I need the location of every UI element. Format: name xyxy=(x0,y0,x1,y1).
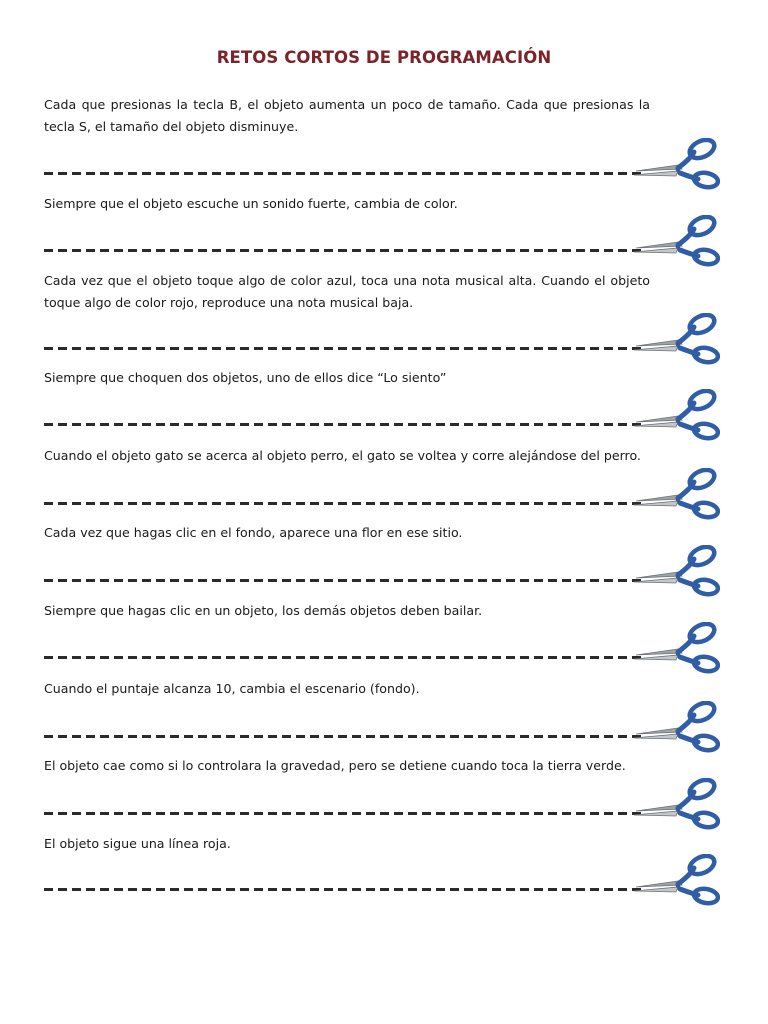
cut-line xyxy=(44,423,644,426)
challenge-text: El objeto sigue una línea roja. xyxy=(44,836,231,851)
challenge-text: El objeto cae como si lo controlara la gravedad, pero se detiene cuando toca la tierra verde. xyxy=(44,758,626,773)
scissors-icon xyxy=(632,468,720,522)
scissors-icon xyxy=(632,389,720,443)
cut-line xyxy=(44,656,644,659)
scissors-icon xyxy=(632,778,720,832)
cut-line xyxy=(44,579,644,582)
cut-line xyxy=(44,812,644,815)
cut-line xyxy=(44,502,644,505)
scissors-icon xyxy=(632,313,720,367)
challenge-text: Cada que presionas la tecla B, el objeto aumenta un poco de tamaño. Cada que presionas la tecla S, el tamaño del objeto disminuye. xyxy=(44,97,650,134)
scissors-icon xyxy=(632,545,720,599)
scissors-icon xyxy=(632,701,720,755)
challenge-text: Siempre que el objeto escuche un sonido fuerte, cambia de color. xyxy=(44,196,458,211)
cut-line xyxy=(44,172,644,175)
cut-line xyxy=(44,888,644,891)
page-title: RETOS CORTOS DE PROGRAMACIÓN xyxy=(216,48,552,67)
challenge-text: Siempre que choquen dos objetos, uno de ellos dice “Lo siento” xyxy=(44,370,447,385)
challenge-text: Cuando el objeto gato se acerca al objeto perro, el gato se voltea y corre alejándose del perro. xyxy=(44,448,641,463)
cut-line xyxy=(44,735,644,738)
cut-line xyxy=(44,249,644,252)
cut-line xyxy=(44,347,644,350)
scissors-icon xyxy=(632,215,720,269)
challenge-text: Cuando el puntaje alcanza 10, cambia el escenario (fondo). xyxy=(44,681,420,696)
challenge-text: Siempre que hagas clic en un objeto, los demás objetos deben bailar. xyxy=(44,603,483,618)
challenge-text: Cada vez que el objeto toque algo de color azul, toca una nota musical alta. Cuando el objeto toque algo de color rojo, reproduce una nota musical baja. xyxy=(44,273,650,310)
challenge-text: Cada vez que hagas clic en el fondo, aparece una flor en ese sitio. xyxy=(44,525,463,540)
scissors-icon xyxy=(632,138,720,192)
scissors-icon xyxy=(632,854,720,908)
scissors-icon xyxy=(632,622,720,676)
